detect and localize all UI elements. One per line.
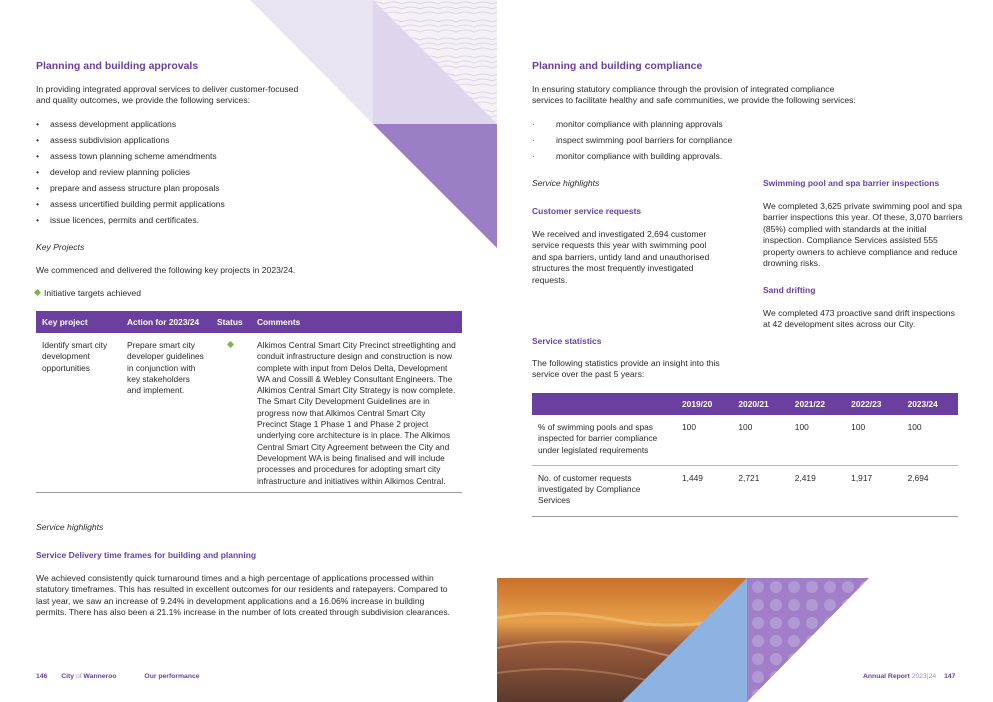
list-item: • prepare and assess structure plan proposals <box>36 180 225 196</box>
beach-sunset-collage <box>497 578 869 702</box>
list-item: • develop and review planning policies <box>36 164 225 180</box>
sand-text: We completed 473 proactive sand drift inspections at 42 development sites across our City. <box>763 308 955 330</box>
timeframes-title: Service Delivery time frames for building and planning <box>36 550 257 560</box>
table-row <box>532 415 958 465</box>
left-service-highlights: Service highlights <box>36 522 104 532</box>
table-cell: No. of customer requests investigated by Compliance Services <box>538 472 641 506</box>
status-legend <box>32 288 141 299</box>
table-cell: 100 <box>738 422 753 432</box>
stats-intro: The following statistics provide an insight into this service over the past 5 years: <box>532 358 720 380</box>
list-item: · inspect swimming pool barriers for compliance <box>532 132 732 148</box>
column-header: 2021/22 <box>789 393 845 415</box>
table-cell: 2,721 <box>738 472 760 483</box>
report-year: 2023|24 <box>911 673 937 680</box>
status-achieved-icon <box>34 289 41 296</box>
left-section-title: Planning and building approvals <box>36 60 199 72</box>
column-header <box>532 393 676 415</box>
table-cell: 1,449 <box>682 472 703 483</box>
table-cell: 2,694 <box>907 472 929 483</box>
page-number: 146 <box>36 673 48 680</box>
column-header: 2023/24 <box>902 393 958 415</box>
csr-text: We received and investigated 2,694 customer service requests this year with swimming pool and spa barriers, untidy land and unauthorised structures the most frequently investigated requests. <box>532 229 710 285</box>
list-item: · monitor compliance with planning approvals <box>532 116 732 132</box>
status-achieved-icon <box>227 341 234 348</box>
column-header: Action for 2023/24 <box>121 311 211 333</box>
list-item: • assess town planning scheme amendments <box>36 148 225 164</box>
table-cell: 100 <box>794 422 809 432</box>
of-word: of <box>75 673 82 680</box>
csr-title: Customer service requests <box>532 206 642 216</box>
footer-section: Our performance <box>144 673 200 680</box>
pool-text: We completed 3,625 private swimming pool and spa barrier inspections this year. Of these, 3,070 barriers (85%) complied with standards at the initial inspection. Compliance Services assisted 555 property owners to achieve compliance and reduce drowning risks. <box>763 201 963 269</box>
table-cell: 100 <box>907 422 922 432</box>
left-services-list <box>36 116 225 228</box>
table-cell-comments: Alkimos Central Smart City Precinct streetlighting and conduit infrastructure design and construction is now complete with input from Delos Delta, Development WA and Cossill & Webley Consultant Engineers. The Alkimos Central Smart City Strategy is now complete. The Smart City Development Guidelines are in progress now that Alkimos Central Smart City Precinct Stage 1 Phase 1 and Phase 2 project underlying core architecture is in place. The Alkimos Central Smart City Agreement between the City and Development WA is being finalised and will include processes and procedures for adopting smart city infrastructure and initiatives within Alkimos Central. <box>257 340 456 486</box>
right-services-list <box>532 116 732 164</box>
legend-label: Initiative targets achieved <box>44 288 141 298</box>
column-header: Comments <box>251 311 462 333</box>
service-statistics-table <box>532 393 958 517</box>
list-item: · monitor compliance with building approvals. <box>532 148 732 164</box>
table-row <box>36 333 462 492</box>
column-header: Key project <box>36 311 121 333</box>
table-cell: 1,917 <box>851 472 873 483</box>
column-header: 2020/21 <box>732 393 788 415</box>
table-cell-status <box>211 333 251 492</box>
table-cell: % of swimming pools and spas inspected for barrier compliance under legislated requirements <box>538 422 658 455</box>
left-footer <box>36 673 200 680</box>
decorative-triangles-top <box>240 0 500 250</box>
right-section-title: Planning and building compliance <box>532 60 703 72</box>
left-intro: In providing integrated approval services to deliver customer-focused and quality outcomes, we provide the following services: <box>36 84 299 106</box>
right-footer <box>863 673 955 680</box>
list-item: • assess uncertified building permit applications <box>36 196 225 212</box>
table-row <box>532 465 958 516</box>
wanneroo-word: Wanneroo <box>83 673 117 680</box>
table-cell: 2,419 <box>794 472 816 483</box>
pool-title: Swimming pool and spa barrier inspections <box>763 178 940 188</box>
key-projects-intro: We commenced and delivered the following key projects in 2023/24. <box>36 265 296 275</box>
key-projects-heading: Key Projects <box>36 242 85 252</box>
table-cell-action: Prepare smart city developer guidelines in conjunction with key stakeholders and implement. <box>127 340 204 396</box>
report-title: Annual Report <box>863 673 910 680</box>
right-service-highlights: Service highlights <box>532 178 600 188</box>
column-header: Status <box>211 311 251 333</box>
right-intro: In ensuring statutory compliance through the provision of integrated compliance services to facilitate healthy and safe communities, we provide the following services: <box>532 84 856 106</box>
stats-title: Service statistics <box>532 336 602 346</box>
table-cell: 100 <box>682 422 696 432</box>
sand-title: Sand drifting <box>763 285 816 295</box>
city-logo-text <box>61 673 118 680</box>
page-number: 147 <box>944 673 956 680</box>
list-item: • issue licences, permits and certificates. <box>36 212 225 228</box>
column-header: 2019/20 <box>676 393 732 415</box>
list-item: • assess development applications <box>36 116 225 132</box>
city-word: City <box>61 673 75 680</box>
list-item: • assess subdivision applications <box>36 132 225 148</box>
column-header: 2022/23 <box>845 393 901 415</box>
key-projects-table <box>36 311 462 493</box>
table-cell-project: Identify smart city development opportunities <box>42 340 108 373</box>
table-cell: 100 <box>851 422 866 432</box>
timeframes-text: We achieved consistently quick turnaround times and a high percentage of applications processed within statutory timeframes. This has resulted in excellent outcomes for our residents and ratepayers. Compared to last year, we saw an increase of 9.24% in development applications and a 16.06% increase in building permits. There has also been a 21.1% increase in the number of lots created through subdivision clearances. <box>36 573 451 618</box>
